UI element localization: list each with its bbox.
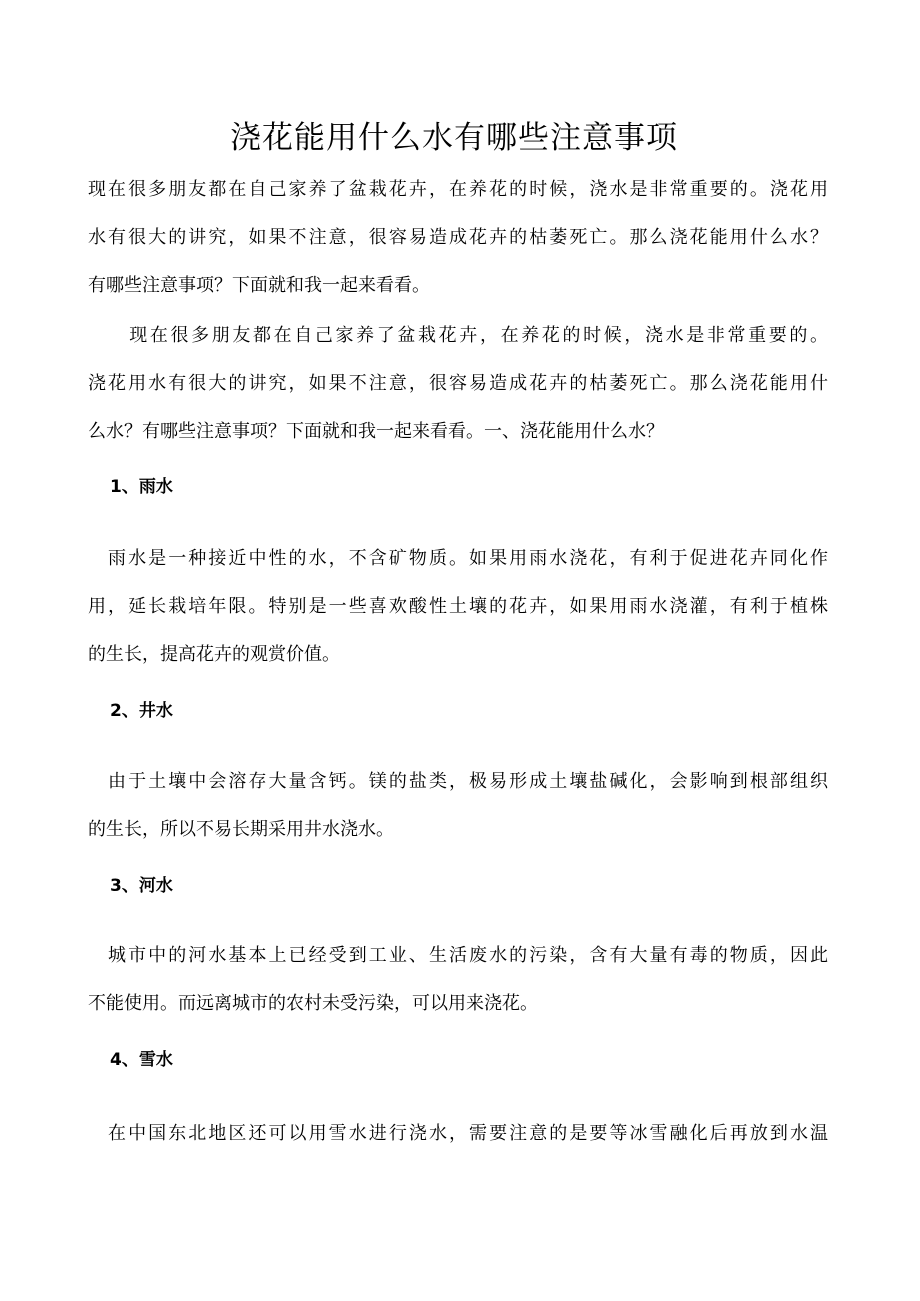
section-text-river-water xyxy=(88,932,828,1028)
body-paragraph xyxy=(88,312,828,456)
section-text-well-water xyxy=(88,758,828,854)
body-line-2: 浇花用水有很大的讲究，如果不注意，很容易造成花卉的枯萎死亡。那么浇花能用什 xyxy=(88,373,828,394)
river-water-line-2: 不能使用。而远离城市的农村未受污染，可以用来浇花。 xyxy=(88,993,538,1014)
document-title: 浇花能用什么水有哪些注意事项 xyxy=(230,120,678,156)
well-water-line-2: 的生长，所以不易长期采用井水浇水。 xyxy=(88,819,394,840)
section-heading-river-water: 3、河水 xyxy=(110,876,173,896)
section-text-snow-water xyxy=(88,1110,828,1158)
rainwater-line-2: 用，延长栽培年限。特别是一些喜欢酸性土壤的花卉，如果用雨水浇灌，有利于植株 xyxy=(88,596,828,617)
river-water-line-1: 城市中的河水基本上已经受到工业、生活废水的污染，含有大量有毒的物质，因此 xyxy=(88,945,828,966)
section-heading-rainwater: 1、雨水 xyxy=(110,477,173,497)
intro-line-3: 有哪些注意事项？下面就和我一起来看看。 xyxy=(88,275,430,296)
body-line-1: 现在很多朋友都在自己家养了盆栽花卉，在养花的时候，浇水是非常重要的。 xyxy=(88,325,828,346)
well-water-line-1: 由于土壤中会溶存大量含钙。镁的盐类，极易形成土壤盐碱化，会影响到根部组织 xyxy=(88,771,828,792)
intro-line-2: 水有很大的讲究，如果不注意，很容易造成花卉的枯萎死亡。那么浇花能用什么水？ xyxy=(88,227,828,248)
body-line-3: 么水？有哪些注意事项？下面就和我一起来看看。一、浇花能用什么水？ xyxy=(88,421,664,442)
rainwater-line-3: 的生长，提高花卉的观赏价值。 xyxy=(88,644,340,665)
intro-paragraph xyxy=(88,166,828,310)
rainwater-line-1: 雨水是一种接近中性的水，不含矿物质。如果用雨水浇花，有利于促进花卉同化作 xyxy=(88,548,828,569)
intro-line-1: 现在很多朋友都在自己家养了盆栽花卉，在养花的时候，浇水是非常重要的。浇花用 xyxy=(88,179,828,200)
section-heading-snow-water: 4、雪水 xyxy=(110,1050,173,1070)
section-text-rainwater xyxy=(88,535,828,679)
snow-water-line-1: 在中国东北地区还可以用雪水进行浇水，需要注意的是要等冰雪融化后再放到水温 xyxy=(88,1123,828,1144)
section-heading-well-water: 2、井水 xyxy=(110,701,173,721)
